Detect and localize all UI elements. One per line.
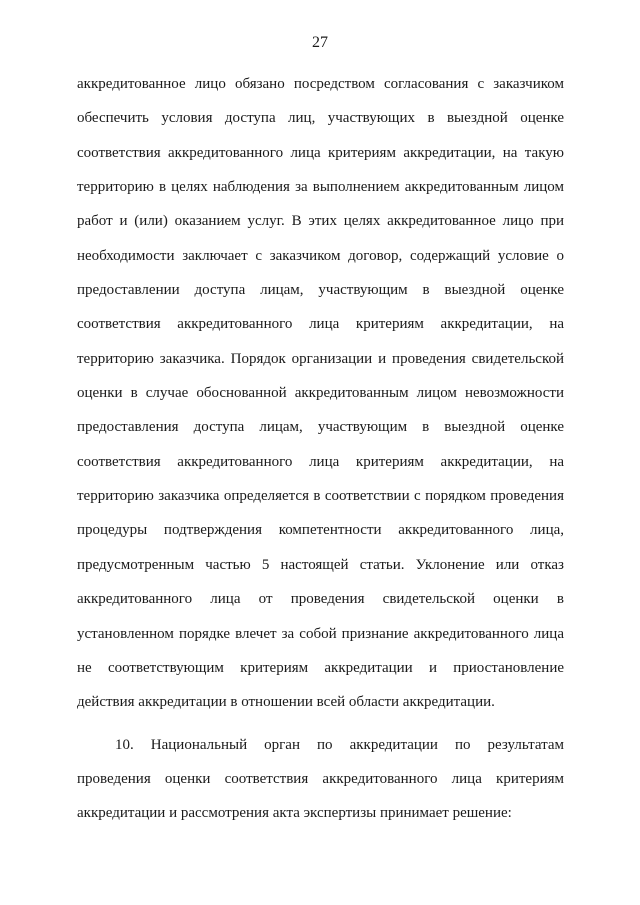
text-line: оценки в случае обоснованной аккредитованным лицом невозможности <box>77 385 564 402</box>
text-line: территорию заказчика определяется в соответствии с порядком проведения <box>77 488 564 505</box>
text-line: соответствия аккредитованного лица критериям аккредитации, на такую <box>77 144 564 161</box>
text-line: соответствия аккредитованного лица критериям аккредитации, на <box>77 453 564 470</box>
text-line: территорию заказчика. Порядок организации и проведения свидетельской <box>77 350 564 367</box>
text-line: предусмотренным частью 5 настоящей статьи. Уклонение или отказ <box>77 556 564 573</box>
text-line: процедуры подтверждения компетентности аккредитованного лица, <box>77 522 564 539</box>
text-line: проведения оценки соответствия аккредитованного лица критериям <box>77 770 564 787</box>
text-line: аккредитации и рассмотрения акта экспертизы принимает решение: <box>77 805 512 822</box>
text-line: соответствия аккредитованного лица критериям аккредитации, на <box>77 316 564 333</box>
paragraph <box>77 733 564 836</box>
paragraph <box>77 72 564 725</box>
page-body <box>77 72 564 836</box>
text-line: предоставлении доступа лицам, участвующим в выездной оценке <box>77 282 564 299</box>
page-number: 27 <box>312 34 328 51</box>
text-line: территорию в целях наблюдения за выполнением аккредитованным лицом <box>77 179 564 196</box>
text-line: не соответствующим критериям аккредитации и приостановление <box>77 659 564 676</box>
paragraph-spacer <box>77 725 564 733</box>
text-line: установленном порядке влечет за собой признание аккредитованного лица <box>77 625 564 642</box>
text-line: 10. Национальный орган по аккредитации по результатам <box>115 736 564 753</box>
text-line: обеспечить условия доступа лиц, участвующих в выездной оценке <box>77 110 564 127</box>
text-line: аккредитованное лицо обязано посредством согласования с заказчиком <box>77 76 564 92</box>
text-line: работ и (или) оказанием услуг. В этих целях аккредитованное лицо при <box>77 213 564 230</box>
text-line: аккредитованного лица от проведения свидетельской оценки в <box>77 591 564 608</box>
text-line: необходимости заключает с заказчиком договор, содержащий условие о <box>77 247 564 264</box>
text-line: действия аккредитации в отношении всей области аккредитации. <box>77 694 495 711</box>
text-line: предоставления доступа лицам, участвующим в выездной оценке <box>77 419 564 436</box>
